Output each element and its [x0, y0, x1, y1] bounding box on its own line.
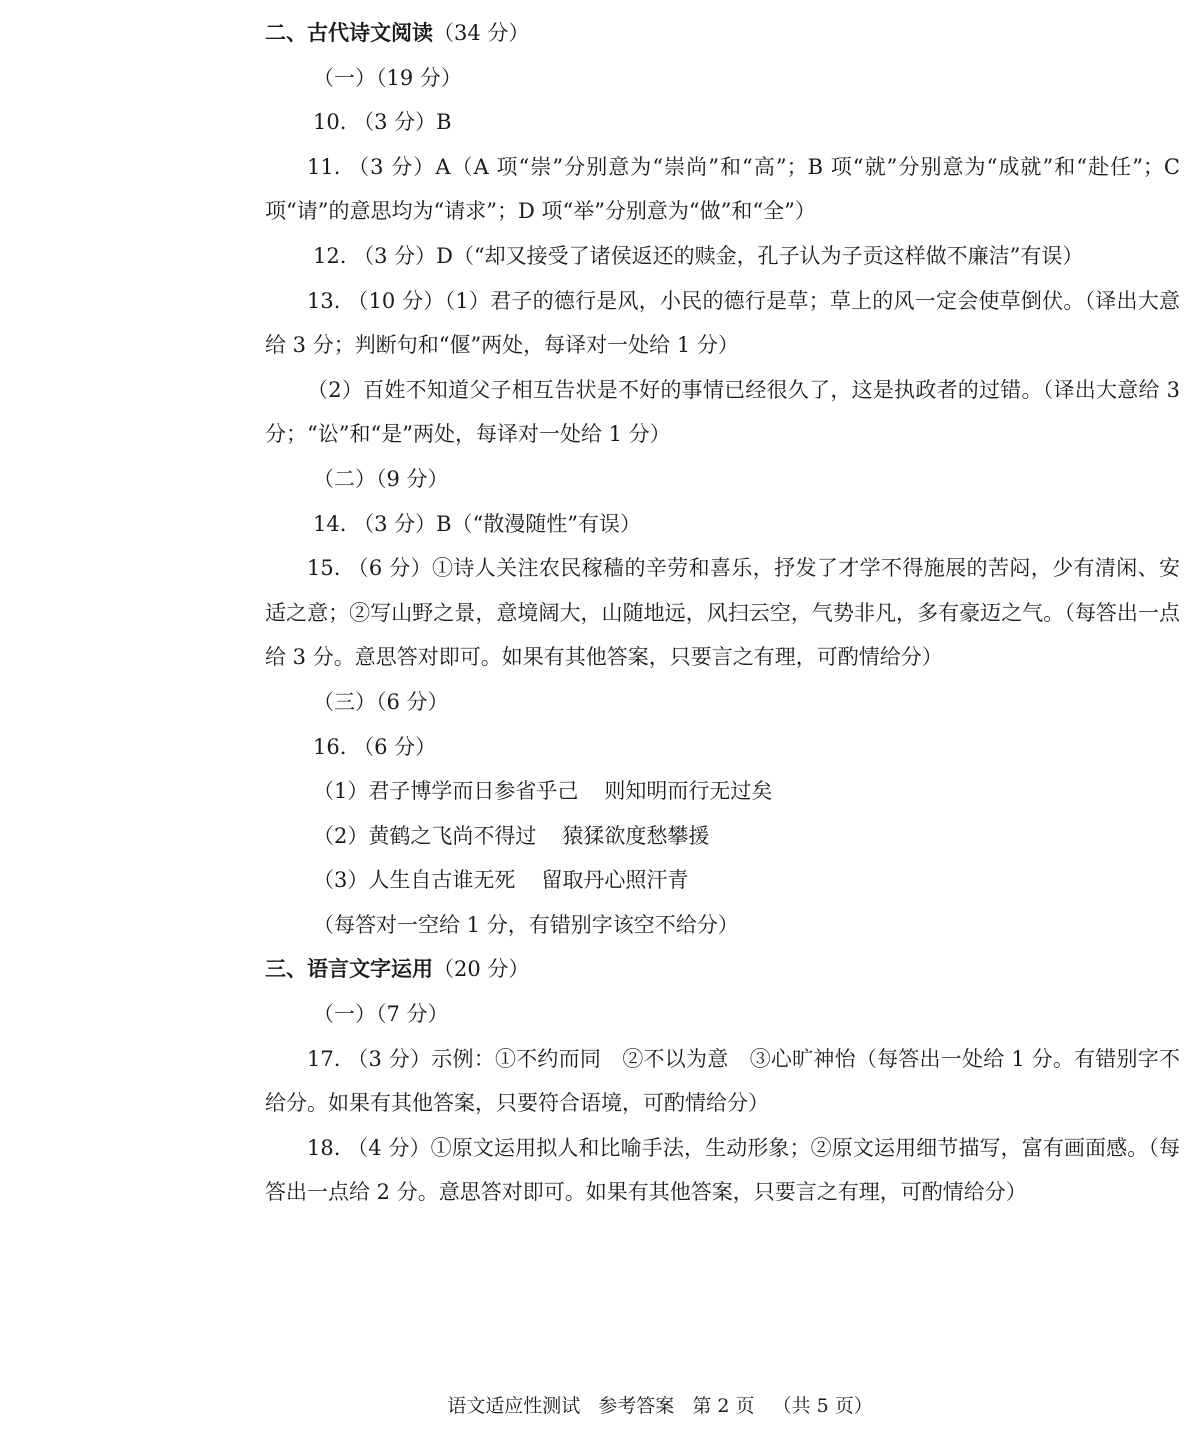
answer-q11: 11. （3 分）A（A 项“崇”分别意为“崇尚”和“高”；B 项“就”分别意为“成就”和“赴任”；C 项“请”的意思均为“请求”；D 项“举”分别意为“做”和“全”）	[265, 154, 1180, 224]
answer-q14: 14. （3 分）B（“散漫随性”有误）	[313, 511, 642, 536]
answer-q18: 18. （4 分）①原文运用拟人和比喻手法，生动形象；②原文运用细节描写，富有画面感。（每答出一点给 2 分。意思答对即可。如果有其他答案，只要言之有理，可酌情给分）	[265, 1135, 1180, 1205]
section-points: （20 分）	[433, 957, 530, 982]
answer-q12: 12. （3 分）D（“却又接受了诸侯返还的赎金，孔子认为子贡这样做不廉洁”有误）	[313, 243, 1084, 268]
section-title: 三、语言文字运用	[265, 957, 433, 982]
answer-q16: 16. （6 分）	[313, 734, 437, 759]
answer-q13-1: 13. （10 分）（1）君子的德行是风，小民的德行是草；草上的风一定会使草倒伏。（译出大意给 3 分；判断句和“偃”两处，每译对一处给 1 分）	[265, 288, 1180, 358]
verse-a: 人生自古谁无死	[368, 868, 516, 893]
answer-q16-line	[265, 814, 1180, 859]
verse-b: 留取丹心照汗青	[541, 868, 689, 893]
part-heading: （二）（9 分）	[313, 466, 449, 491]
section-points: （34 分）	[433, 21, 530, 45]
page-content	[265, 11, 1180, 1215]
answer-q15: 15. （6 分）①诗人关注农民稼穑的辛劳和喜乐，抒发了才学不得施展的苦闷，少有清闲、安适之意；②写山野之景，意境阔大，山随地远，风扫云空，气势非凡，多有豪迈之气。（每答出一点给 3 分。意思答对即可。如果有其他答案，只要言之有理，可酌情给分）	[265, 556, 1180, 670]
footer-page: 第 2 页	[692, 1395, 755, 1417]
section-title: 二、古代诗文阅读	[265, 21, 433, 45]
answer-q17: 17. （3 分）示例：①不约而同 ②不以为意 ③心旷神怡（每答出一处给 1 分。有错别字不给分。如果有其他答案，只要符合语境，可酌情给分）	[265, 1046, 1180, 1116]
part-heading: （一）（19 分）	[313, 65, 462, 90]
line-number: （2）	[313, 823, 369, 848]
part-heading: （一）（7 分）	[313, 1002, 449, 1027]
section-heading-ancient-poetry	[265, 11, 1180, 56]
answer-q16-note: （每答对一空给 1 分，有错别字该空不给分）	[313, 912, 739, 937]
line-number: （1）	[313, 779, 369, 804]
verse-a: 君子博学而日参省乎己	[368, 779, 579, 804]
verse-a: 黄鹤之飞尚不得过	[368, 823, 537, 848]
answer-q10: 10. （3 分）B	[313, 110, 452, 135]
part-heading: （三）（6 分）	[313, 689, 449, 714]
footer-doc: 参考答案	[598, 1395, 675, 1417]
footer-title: 语文适应性测试	[447, 1395, 581, 1417]
line-number: （3）	[313, 868, 369, 893]
verse-b: 则知明而行无过矣	[604, 779, 773, 804]
footer-total: （共 5 页）	[772, 1395, 873, 1417]
verse-b: 猿猱欲度愁攀援	[562, 823, 710, 848]
answer-q16-line	[265, 858, 1180, 903]
section-heading-language-use	[265, 947, 1180, 992]
answer-q16-line	[265, 769, 1180, 814]
page-footer	[0, 1393, 1200, 1419]
answer-q13-2: （2）百姓不知道父子相互告状是不好的事情已经很久了，这是执政者的过错。（译出大意给 3 分；“讼”和“是”两处，每译对一处给 1 分）	[265, 377, 1180, 447]
